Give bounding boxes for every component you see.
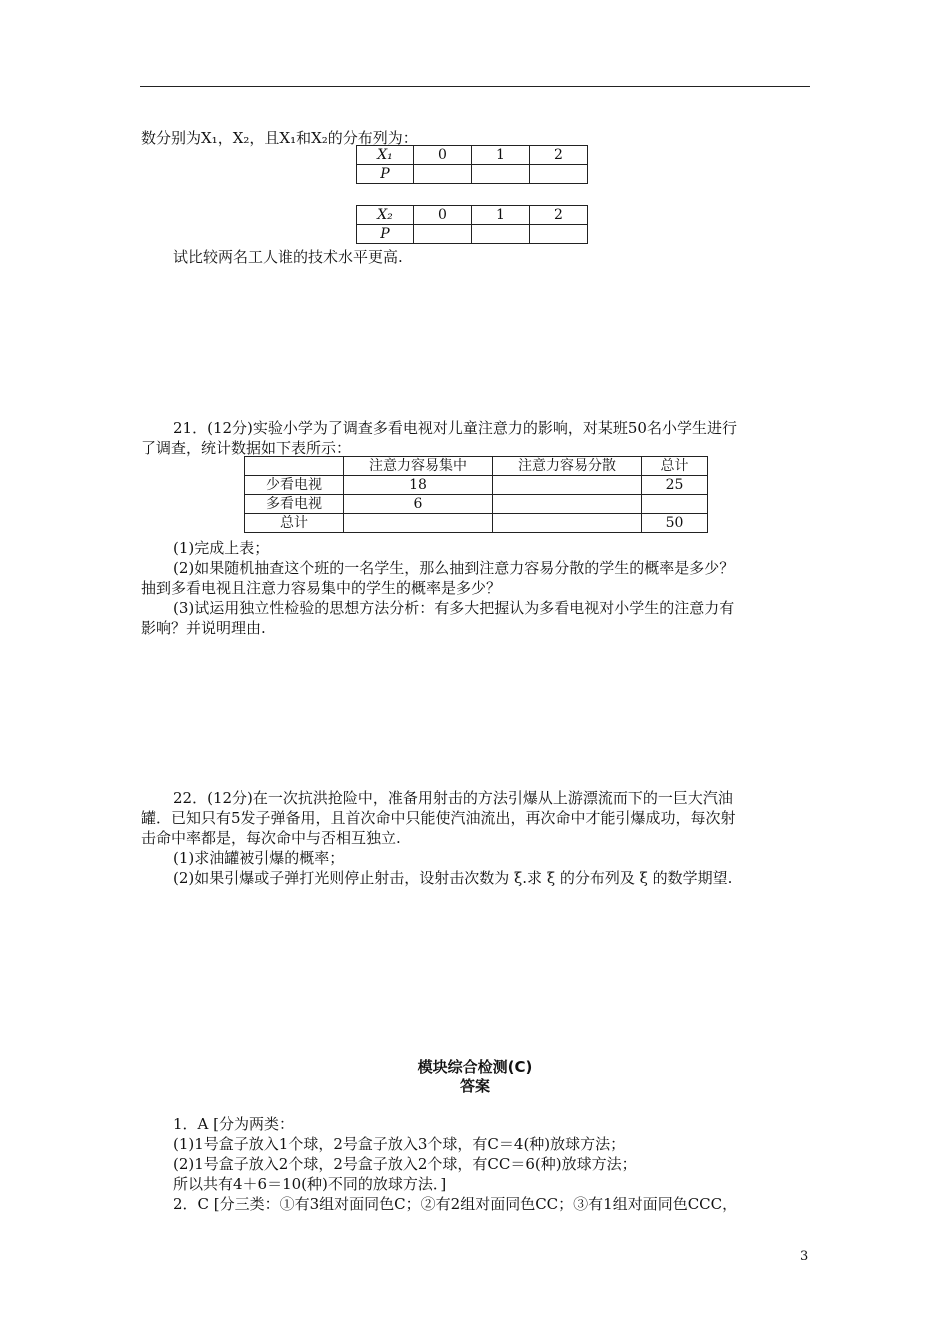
- q21-part3b: 影响？并说明理由.: [141, 619, 266, 637]
- answer-line: (2)1号盒子放入2个球，2号盒子放入2个球，有CC＝6(种)放球方法；: [173, 1155, 637, 1173]
- survey-header-total: 总计: [642, 457, 708, 476]
- table-x2-header-1: 1: [472, 206, 530, 225]
- table-cell: [493, 514, 642, 533]
- q21-part1: (1)完成上表；: [173, 539, 270, 557]
- table-cell: 总计: [245, 514, 344, 533]
- q21-part2a: (2)如果随机抽查这个班的一名学生，那么抽到注意力容易分散的学生的概率是多少？: [173, 559, 735, 577]
- table-cell: [414, 225, 472, 244]
- survey-table: [244, 456, 708, 533]
- q21-line2: 了调查，统计数据如下表所示：: [141, 439, 352, 457]
- q22-line2: 罐．已知只有5发子弹备用，且首次命中只能使汽油流出，再次命中才能引爆成功，每次射: [141, 809, 736, 827]
- table-cell: [530, 165, 588, 184]
- table-cell: 少看电视: [245, 476, 344, 495]
- q22-line1: 22．(12分)在一次抗洪抢险中，准备用射击的方法引爆从上游漂流而下的一巨大汽油: [173, 789, 733, 807]
- q20-prompt: 试比较两名工人谁的技术水平更高.: [173, 248, 403, 266]
- table-x1-header-var: X₁: [357, 146, 414, 165]
- q22-line3: 击命中率都是，每次命中与否相互独立.: [141, 829, 401, 847]
- q21-part2b: 抽到多看电视且注意力容易集中的学生的概率是多少？: [141, 579, 502, 597]
- table-x1-header-0: 0: [414, 146, 472, 165]
- table-x1-header-2: 2: [530, 146, 588, 165]
- answer-line: 1．A [分为两类：: [173, 1115, 294, 1133]
- page-number: 3: [800, 1249, 809, 1264]
- table-x1-row-label: P: [357, 165, 414, 184]
- survey-header-distracted: 注意力容易分散: [493, 457, 642, 476]
- q21-part3a: (3)试运用独立性检验的思想方法分析：有多大把握认为多看电视对小学生的注意力有: [173, 599, 735, 617]
- table-cell: 25: [642, 476, 708, 495]
- table-cell: 50: [642, 514, 708, 533]
- table-row: [245, 514, 708, 533]
- table-cell: [472, 225, 530, 244]
- table-x1-header-1: 1: [472, 146, 530, 165]
- distribution-table-x1: [356, 145, 588, 184]
- table-cell: 18: [344, 476, 493, 495]
- answer-section-title: 模块综合检测(C): [417, 1058, 533, 1076]
- survey-header-focused: 注意力容易集中: [344, 457, 493, 476]
- table-x2-header-var: X₂: [357, 206, 414, 225]
- distribution-table-x2: [356, 205, 588, 244]
- answer-line: 所以共有4＋6＝10(种)不同的放球方法．]: [173, 1175, 447, 1193]
- table-cell: [344, 514, 493, 533]
- table-cell: [493, 495, 642, 514]
- q22-part2: (2)如果引爆或子弹打光则停止射击，设射击次数为 ξ.求 ξ 的分布列及 ξ 的数学期望.: [173, 869, 733, 887]
- table-x2-header-0: 0: [414, 206, 472, 225]
- q21-line1: 21．(12分)实验小学为了调查多看电视对儿童注意力的影响，对某班50名小学生进行: [173, 419, 737, 437]
- answer-line: (1)1号盒子放入1个球，2号盒子放入3个球，有C＝4(种)放球方法；: [173, 1135, 626, 1153]
- intro-line: 数分别为X₁，X₂，且X₁和X₂的分布列为：: [141, 129, 418, 147]
- table-x2-header-2: 2: [530, 206, 588, 225]
- table-cell: 多看电视: [245, 495, 344, 514]
- table-row: [245, 495, 708, 514]
- table-cell: [472, 165, 530, 184]
- table-x2-row-label: P: [357, 225, 414, 244]
- table-cell: [493, 476, 642, 495]
- table-cell: 6: [344, 495, 493, 514]
- table-cell: [642, 495, 708, 514]
- table-cell: [530, 225, 588, 244]
- answer-line: 2．C [分三类：①有3组对面同色C；②有2组对面同色CC；③有1组对面同色CCC，: [173, 1195, 738, 1213]
- q22-part1: (1)求油罐被引爆的概率；: [173, 849, 345, 867]
- table-row: [245, 476, 708, 495]
- survey-header-blank: [245, 457, 344, 476]
- header-rule: [140, 86, 810, 87]
- answer-section-subtitle: 答案: [459, 1077, 490, 1095]
- table-cell: [414, 165, 472, 184]
